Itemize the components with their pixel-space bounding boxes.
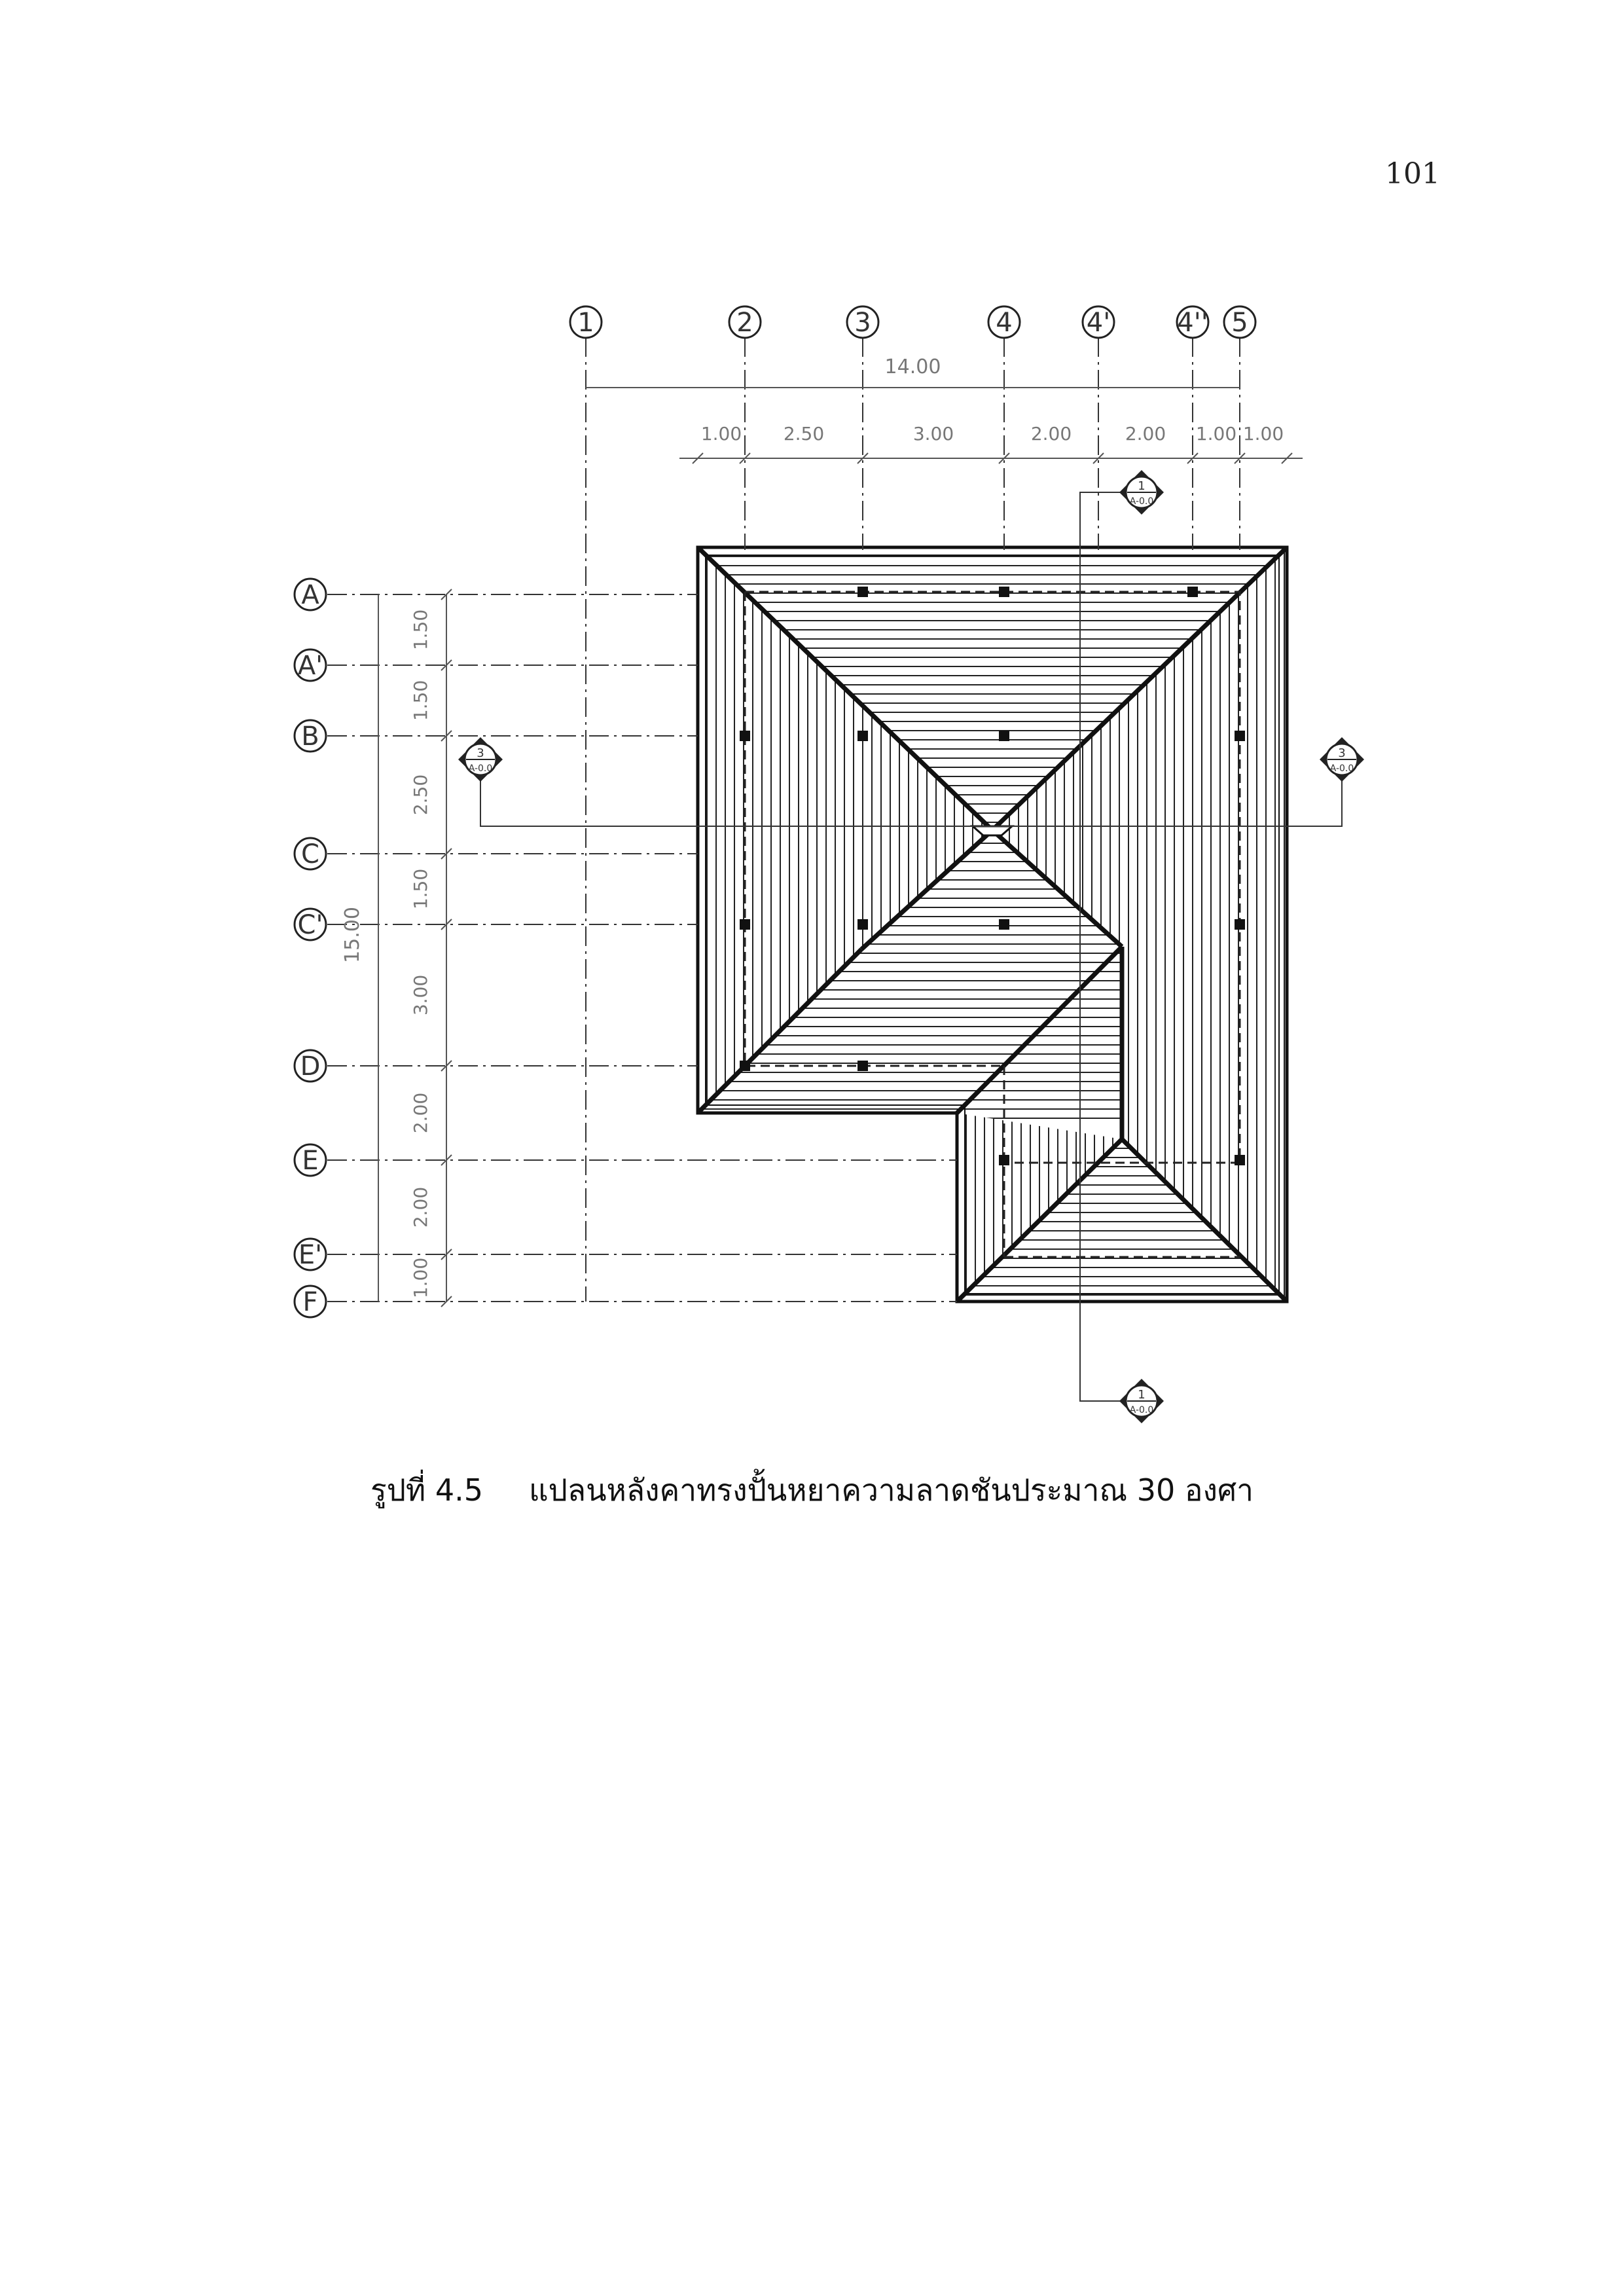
- row-axis-label: D: [300, 1051, 321, 1082]
- column-spacing-label: 1.00: [1195, 423, 1237, 445]
- roof-outline: [698, 547, 1287, 1302]
- row-spacing-label: 2.00: [410, 1092, 431, 1134]
- row-axis-label: E: [302, 1146, 319, 1176]
- hatch-cMid: [694, 825, 1126, 1118]
- column-axis-label: 4: [996, 308, 1013, 338]
- column-post: [740, 731, 750, 741]
- column-post: [857, 587, 868, 597]
- hatch-cTop: [694, 547, 1290, 831]
- figure-caption: [0, 1467, 1624, 1514]
- column-post: [999, 587, 1009, 597]
- section-number: 3: [1338, 746, 1346, 760]
- figure-label: รูปที่ 4.5: [370, 1472, 484, 1508]
- column-spacing-label: 1.00: [1242, 423, 1284, 445]
- row-axis-bubble: [295, 838, 326, 869]
- column-axis-label: 1: [577, 308, 594, 338]
- column-axis-label: 4'': [1177, 308, 1208, 338]
- column-axis-bubble: [1224, 306, 1255, 338]
- row-axis-bubble: [295, 1050, 326, 1082]
- column-post: [999, 919, 1009, 930]
- row-axis-bubble: [295, 1286, 326, 1317]
- column-post: [857, 919, 868, 930]
- section-sheet: A-0.0: [1129, 496, 1154, 507]
- row-axis-label: E': [298, 1240, 323, 1270]
- section-marker: [1119, 1379, 1164, 1423]
- column-axis-bubble: [729, 306, 761, 338]
- section-marker: [1119, 470, 1164, 515]
- ridge-apex: [973, 826, 1012, 835]
- section-number: 1: [1138, 1388, 1146, 1402]
- column-post: [740, 1061, 750, 1071]
- column-post: [999, 1155, 1009, 1165]
- column-spacing-label: 3.00: [912, 423, 954, 445]
- overall-width-label: 14.00: [884, 355, 941, 378]
- row-axis-label: C': [297, 910, 323, 940]
- row-axis-bubble: [295, 579, 326, 610]
- row-axis-bubble: [295, 1239, 326, 1270]
- section-sheet: A-0.0: [468, 763, 493, 774]
- column-axis-label: 3: [854, 308, 871, 338]
- column-axis-label: 5: [1231, 308, 1248, 338]
- row-axis-label: A': [297, 651, 323, 681]
- row-spacing-label: 3.00: [410, 974, 431, 1016]
- hatch-cLower: [957, 1106, 1122, 1303]
- row-spacing-label: 1.50: [410, 680, 431, 721]
- section-number: 3: [477, 746, 484, 760]
- column-spacing-label: 2.00: [1125, 423, 1166, 445]
- column-post: [999, 731, 1009, 741]
- column-post: [857, 731, 868, 741]
- section-number: 1: [1138, 479, 1146, 493]
- figure-title: แปลนหลังคาทรงปั้นหยาความลาดชันประมาณ 30 องศา: [529, 1472, 1254, 1508]
- row-axis-bubble: [295, 649, 326, 681]
- column-spacing-label: 2.50: [783, 423, 825, 445]
- section-marker: [458, 737, 503, 782]
- row-axis-label: A: [301, 580, 319, 610]
- row-spacing-label: 2.50: [410, 774, 431, 816]
- row-spacing-label: 2.00: [410, 1186, 431, 1228]
- hip-line: [992, 547, 1287, 830]
- section-markers: [458, 470, 1364, 1423]
- column-spacing-label: 1.00: [700, 423, 742, 445]
- column-axis-bubble: [1177, 306, 1208, 338]
- row-axis-label: F: [302, 1287, 318, 1317]
- column-post: [1187, 587, 1198, 597]
- column-post: [740, 919, 750, 930]
- overall-depth-label: 15.00: [341, 907, 364, 963]
- wall-line: [745, 592, 1004, 1066]
- column-post: [1235, 919, 1245, 930]
- row-axis-label: B: [301, 721, 319, 752]
- row-spacing-label: 1.50: [410, 609, 431, 651]
- roof-eave-outline: [698, 547, 1287, 1302]
- column-post: [1235, 731, 1245, 741]
- column-axis-label: 2: [736, 308, 753, 338]
- column-axis-bubble: [1083, 306, 1114, 338]
- row-axis-label: C: [301, 839, 319, 869]
- row-axis-bubble: [295, 1144, 326, 1176]
- column-axis-label: 4': [1086, 308, 1111, 338]
- column-post: [1235, 1155, 1245, 1165]
- column-axis-bubble: [570, 306, 602, 338]
- section-sheet: A-0.0: [1329, 763, 1354, 774]
- section-cut-line: [1080, 492, 1142, 1401]
- page-number: 101: [1385, 157, 1440, 191]
- row-spacing-label: 1.00: [410, 1257, 431, 1299]
- column-axis-bubble: [988, 306, 1020, 338]
- column-spacing-label: 2.00: [1030, 423, 1072, 445]
- section-sheet: A-0.0: [1129, 1405, 1154, 1415]
- row-axis-bubble: [295, 720, 326, 752]
- section-cut-line: [480, 779, 1342, 826]
- section-marker: [1320, 737, 1364, 782]
- row-spacing-label: 1.50: [410, 868, 431, 910]
- column-axis-bubble: [847, 306, 878, 338]
- row-axis-bubble: [295, 909, 326, 940]
- column-post: [857, 1061, 868, 1071]
- roof-hatching: [694, 543, 1290, 1303]
- dimension-lines: [341, 355, 1303, 1307]
